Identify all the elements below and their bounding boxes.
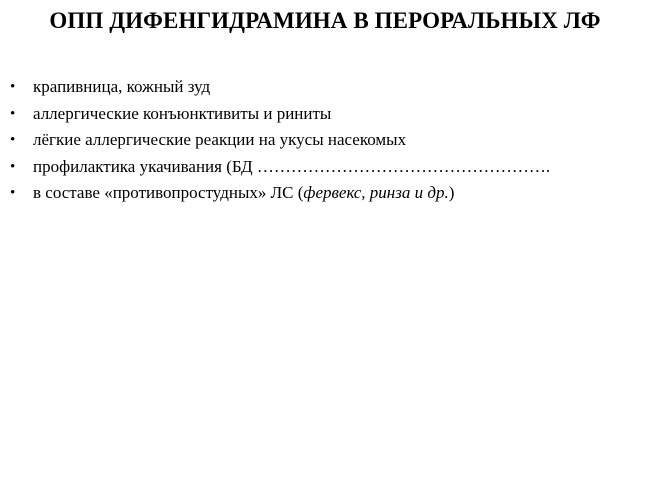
bullet-text-before: в составе «противопростудных» ЛС ( [33, 183, 304, 202]
bullet-marker: • [10, 105, 16, 122]
bullet-text-italic: фервекс, ринза и др. [303, 183, 449, 202]
bullet-text: лёгкие аллергические реакции на укусы насекомых [33, 130, 407, 149]
list-item [0, 74, 650, 101]
bullet-text: профилактика укачивания (БД ……………………………………………. [33, 156, 551, 176]
bullet-text: аллергические конъюнктивиты и риниты [33, 103, 332, 123]
list-item [0, 180, 650, 207]
bullet-text-rich [33, 180, 454, 206]
bullet-marker: • [10, 158, 16, 175]
list-item [0, 101, 650, 128]
bullet-marker: • [10, 79, 16, 95]
bullet-marker: • [10, 132, 16, 148]
bullet-marker: • [10, 185, 16, 201]
list-item [0, 127, 650, 154]
slide-title: ОПП ДИФЕНГИДРАМИНА В ПЕРОРАЛЬНЫХ ЛФ [49, 8, 601, 33]
bullet-text-after: ) [448, 183, 455, 202]
bullet-text: крапивница, кожный зуд [33, 77, 211, 96]
list-item [0, 154, 650, 181]
bullet-list [0, 74, 650, 207]
